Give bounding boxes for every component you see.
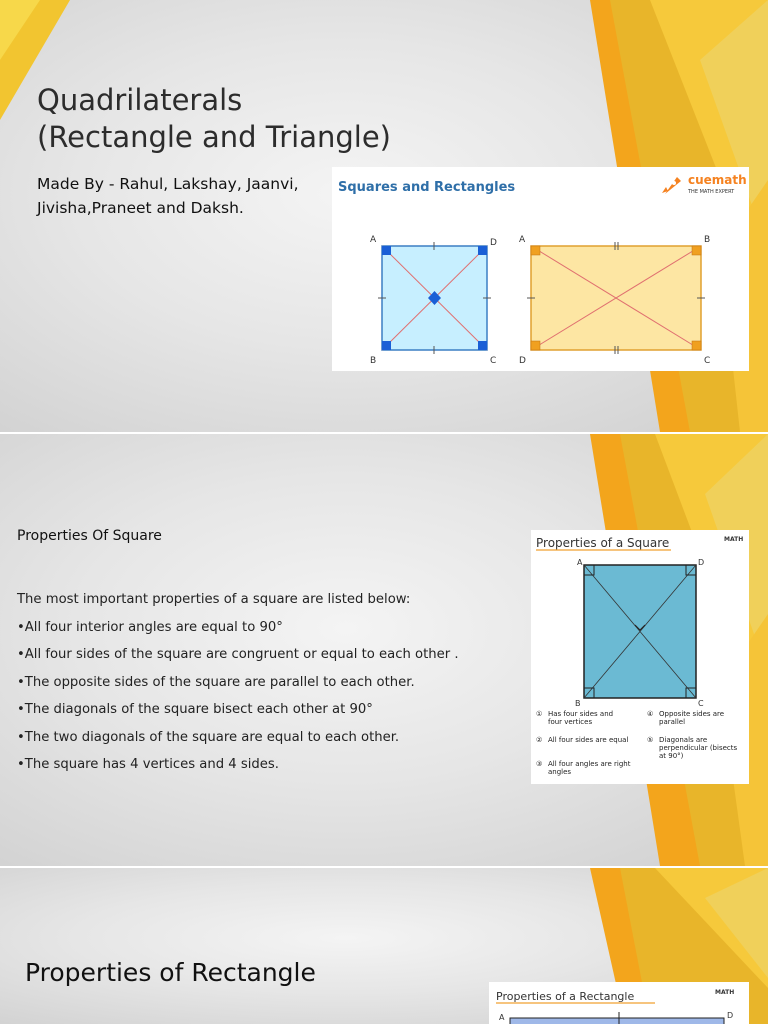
prop-5-line-3: at 90°) — [659, 752, 684, 760]
list-item: •The square has 4 vertices and 4 sides. — [17, 757, 279, 772]
math-logo: MATH — [724, 536, 744, 543]
prop-4-num: ④ — [647, 710, 654, 718]
prop-4-line-1: Opposite sides are — [659, 710, 725, 718]
rocket-icon — [662, 177, 681, 194]
list-item: •All four interior angles are equal to 90° — [17, 619, 283, 635]
square-label-a: A — [577, 558, 583, 567]
rect-label-d: D — [727, 1011, 734, 1020]
prop-5-num: ⑤ — [647, 736, 654, 744]
square-label-b: B — [575, 699, 581, 708]
intro-text: The most important properties of a square are listed below: — [17, 592, 411, 607]
square-label-c: C — [490, 356, 497, 366]
title-line-2: (Rectangle and Triangle) — [37, 120, 391, 154]
slide-1 — [0, 0, 768, 432]
prop-4-line-2: parallel — [659, 718, 686, 726]
list-item: •The opposite sides of the square are parallel to each other. — [17, 674, 415, 690]
square-label-c: C — [698, 699, 704, 708]
brand-tagline: THE MATH EXPERT — [688, 189, 735, 195]
byline-line-2: Jivisha,Praneet and Daksh. — [37, 199, 244, 217]
slide-2 — [0, 434, 768, 866]
square-label-a: A — [370, 235, 377, 245]
square-properties-figure — [531, 530, 749, 784]
authors-byline — [37, 172, 337, 220]
prop-2-num: ② — [536, 736, 543, 744]
square-label-b: B — [370, 356, 377, 366]
slide-1-title — [37, 82, 391, 156]
byline-line-1: Made By - Rahul, Lakshay, Jaanvi, — [37, 175, 299, 193]
square-properties-list — [17, 586, 527, 779]
list-item: •The two diagonals of the square are equal to each other. — [17, 729, 400, 745]
rectangle-diagram — [519, 235, 710, 366]
list-item: •The diagonals of the square bisect each other at 90° — [17, 702, 373, 717]
title-line-1: Quadrilaterals — [37, 83, 243, 117]
math-logo: MATH — [715, 989, 735, 996]
prop-2-line-1: All four sides are equal — [548, 736, 629, 744]
figure-heading: Properties of a Square — [536, 536, 670, 550]
rectangle-properties-figure — [489, 982, 749, 1024]
figure-heading: Squares and Rectangles — [338, 180, 516, 195]
square-label-d: D — [490, 238, 497, 248]
rect-label-b: B — [704, 235, 711, 245]
prop-3-line-1: All four angles are right — [548, 760, 631, 768]
square-diagram — [370, 235, 497, 366]
figure-heading: Properties of a Rectangle — [496, 990, 635, 1003]
square-label-d: D — [698, 558, 705, 567]
square-diagram — [575, 558, 704, 708]
rect-label-a: A — [519, 235, 526, 245]
slide-2-title: Properties Of Square — [17, 528, 162, 544]
prop-3-line-2: angles — [548, 768, 572, 776]
slide-3-title: Properties of Rectangle — [25, 958, 316, 987]
slide-3 — [0, 868, 768, 1024]
prop-3-num: ③ — [536, 760, 543, 768]
prop-5-line-1: Diagonals are — [659, 736, 708, 744]
prop-1-num: ① — [536, 710, 543, 718]
rect-label-c: C — [704, 356, 711, 366]
list-item: •All four sides of the square are congruent or equal to each other . — [17, 647, 459, 662]
brand-name: cuemath — [688, 173, 747, 187]
prop-5-line-2: perpendicular (bisects — [659, 744, 738, 752]
prop-1-line-1: Has four sides and — [548, 710, 614, 718]
squares-rectangles-figure — [332, 167, 749, 371]
rect-label-a: A — [499, 1013, 505, 1022]
prop-1-line-2: four vertices — [548, 718, 593, 726]
rect-label-d: D — [519, 356, 526, 366]
